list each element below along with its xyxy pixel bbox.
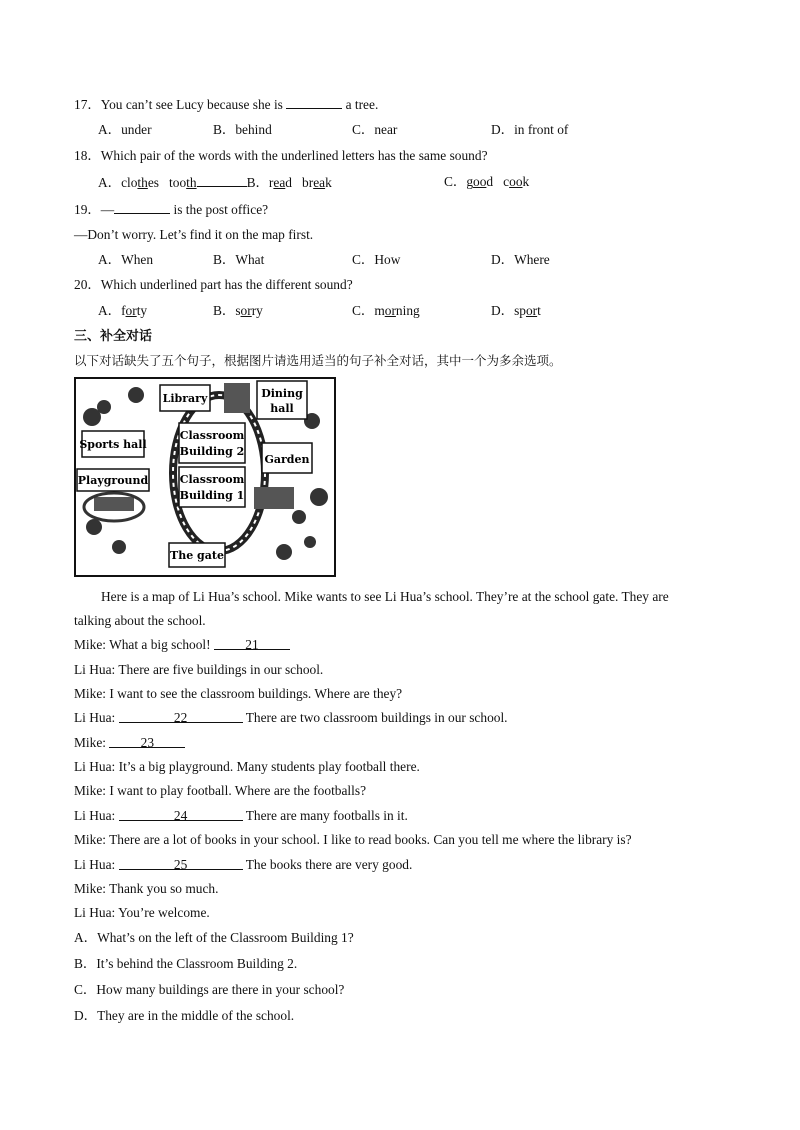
answer-blank-21: 21 [214, 636, 290, 650]
map-label-garden: Garden [264, 453, 310, 466]
option-b: B．sorry [213, 303, 263, 318]
passage-line-2: talking about the school. [74, 613, 206, 628]
question-19-reply: —Don’t worry. Let’s find it on the map first. [74, 227, 314, 242]
map-label-dining-hall: hall [270, 402, 294, 415]
passage-line-1: Here is a map of Li Hua’s school. Mike wants to see Li Hua’s school. They’re at the school gate. They are [101, 589, 669, 604]
dialogue-line: Li Hua: 25 The books there are very good. [74, 857, 413, 872]
question-19-stem: 19．— is the post office? [74, 202, 269, 217]
dialogue-line: Mike: I want to see the classroom buildings. Where are they? [74, 686, 403, 701]
dialogue-line: Mike: I want to play football. Where are the footballs? [74, 783, 367, 798]
question-17-stem: 17．You can’t see Lucy because she is a tree. [74, 97, 379, 112]
option-c: C．near [352, 122, 398, 137]
choice-b: B．It’s behind the Classroom Building 2. [74, 956, 298, 971]
option-b: B．What [213, 252, 265, 267]
map-label-dining: Dining [261, 387, 303, 400]
answer-blank-24: 24 [119, 807, 243, 821]
answer-blank [114, 200, 170, 214]
map-label-classroom-1: Classroom [179, 473, 245, 486]
question-number: 20． [74, 277, 101, 292]
section-heading: 三、补全对话 [74, 329, 153, 344]
dialogue-line: Mike: 23 [74, 734, 185, 752]
map-label-playground: Playground [77, 474, 149, 487]
answer-blank-25: 25 [119, 856, 243, 870]
map-label-building-1: Building 1 [179, 489, 245, 502]
dialogue-line: Mike: There are a lot of books in your school. I like to read books. Can you tell me where the library is? [74, 832, 632, 847]
option-a: A．under [98, 122, 152, 137]
map-label-classroom-2: Classroom [179, 429, 245, 442]
answer-blank-23: 23 [109, 734, 185, 748]
option-a: A．forty [98, 303, 148, 318]
option-d: D．sport [491, 303, 541, 318]
option-d: D．in front of [491, 122, 569, 137]
question-18-stem: 18．Which pair of the words with the underlined letters has the same sound? [74, 148, 488, 163]
dialogue-line: Mike: What a big school! 21 [74, 636, 290, 654]
question-number: 19． [74, 202, 101, 217]
question-number: 17． [74, 97, 101, 112]
section-instruction: 以下对话缺失了五个句子，根据图片请选用适当的句子补全对话，其中一个为多余选项。 [74, 353, 562, 368]
dialogue-line: Li Hua: 22 There are two classroom buildings in our school. [74, 710, 508, 725]
dialogue-line: Li Hua: 24 There are many footballs in it. [74, 808, 408, 823]
option-c: C．morning [352, 303, 420, 318]
choice-d: D．They are in the middle of the school. [74, 1008, 295, 1023]
choice-c: C．How many buildings are there in your school? [74, 982, 345, 997]
map-label-gate: The gate [170, 549, 224, 562]
option-c: C．good cook [444, 174, 530, 189]
question-20-stem: 20．Which underlined part has the different sound? [74, 277, 353, 292]
answer-blank-22: 22 [119, 709, 243, 723]
option-c: C．How [352, 252, 401, 267]
question-number: 18． [74, 148, 101, 163]
choice-a: A．What’s on the left of the Classroom Building 1? [74, 930, 354, 945]
option-b: B．behind [213, 122, 272, 137]
map-label-building-2: Building 2 [179, 445, 245, 458]
school-map [74, 377, 336, 577]
answer-blank [197, 173, 247, 187]
dialogue-line: Mike: Thank you so much. [74, 881, 219, 896]
option-a: A．When [98, 252, 154, 267]
dialogue-line: Li Hua: You’re welcome. [74, 905, 210, 920]
dialogue-line: Li Hua: It’s a big playground. Many students play football there. [74, 759, 420, 774]
option-a: A．clothes tooth B．read break [98, 175, 332, 190]
map-label-sports-hall: Sports hall [79, 438, 147, 451]
map-label-library: Library [162, 392, 208, 405]
answer-blank [286, 95, 342, 109]
dialogue-line: Li Hua: There are five buildings in our school. [74, 662, 324, 677]
option-d: D．Where [491, 252, 550, 267]
